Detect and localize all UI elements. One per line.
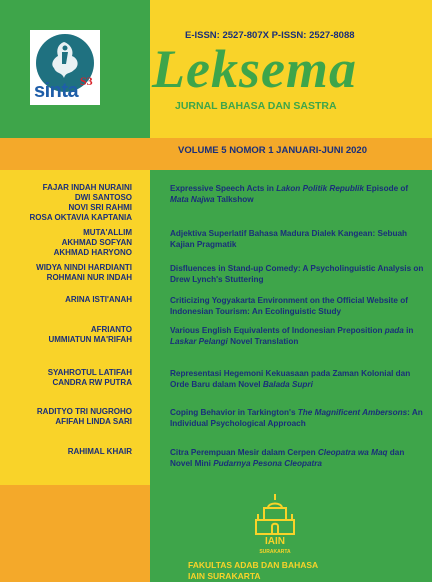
article-authors: [0, 368, 132, 388]
faculty-line-2: IAIN SURAKARTA: [188, 571, 261, 581]
title-fragment: Cleopatra wa Maq: [317, 448, 388, 457]
author-name: AFIFAH LINDA SARI: [55, 417, 132, 426]
journal-subtitle: JURNAL BAHASA DAN SASTRA: [175, 100, 337, 112]
article-authors: [0, 263, 132, 283]
issn-line: E-ISSN: 2527-807X P-ISSN: 2527-8088: [185, 30, 355, 41]
author-name: CANDRA RW PUTRA: [52, 378, 132, 387]
article-title: [170, 183, 425, 205]
article-title: [170, 263, 425, 285]
title-fragment: Coping Behavior in Tarkington's: [170, 408, 298, 417]
author-name: ARINA ISTI'ANAH: [65, 295, 132, 304]
iain-label: IAIN: [265, 536, 285, 547]
author-name: WIDYA NINDI HARDIANTI: [36, 263, 132, 272]
article-title: [170, 407, 425, 429]
footer-orange-panel: [0, 485, 150, 582]
article-authors: [0, 183, 132, 223]
sinta-label: sinta: [34, 80, 79, 102]
title-fragment: pada: [384, 326, 404, 335]
title-fragment: dan Novel Mini: [170, 448, 405, 468]
article-authors: [0, 228, 132, 258]
title-fragment: Episode of: [364, 184, 409, 193]
article-title: [170, 295, 425, 317]
title-fragment: Various English Equivalents of Indonesian Preposition: [170, 326, 385, 335]
title-fragment: Disfluences in Stand-up Comedy: A Psycholinguistic Analysis on Drew Lynch's Stuttering: [170, 264, 424, 284]
article-authors: [0, 295, 132, 305]
article-authors: [0, 447, 132, 457]
title-fragment: Representasi Hegemoni Kekuasaan pada Zaman Kolonial dan Orde Baru dalam Novel: [170, 369, 411, 389]
title-fragment: Balada Supri: [262, 380, 313, 389]
author-name: RADITYO TRI NUGROHO: [36, 407, 132, 416]
title-fragment: Talkshow: [214, 195, 254, 204]
author-name: NOVI SRI RAHMI: [68, 203, 132, 212]
title-fragment: Criticizing Yogyakarta Environment on the Official Website of Indonesian Tourism: An Ecolinguistic Study: [170, 296, 408, 316]
author-name: SYAHROTUL LATIFAH: [47, 368, 132, 377]
author-name: DWI SANTOSO: [74, 193, 132, 202]
author-name: UMMIATUN MA'RIFAH: [48, 335, 132, 344]
iain-sub-label: SURAKARTA: [259, 549, 291, 555]
volume-info: VOLUME 5 NOMOR 1 JANUARI-JUNI 2020: [178, 145, 367, 156]
sinta-logo: [30, 30, 100, 105]
title-fragment: The Magnificent Ambersons: [297, 408, 408, 417]
author-name: FAJAR INDAH NURAINI: [42, 183, 132, 192]
wayang-figure-icon: [44, 38, 84, 82]
title-fragment: Lakon Politik Republik: [276, 184, 364, 193]
title-fragment: Mata Najwa: [170, 195, 215, 204]
article-authors: [0, 325, 132, 345]
title-fragment: Adjektiva Superlatif Bahasa Madura Dialek Kangean: Sebuah Kajian Pragmatik: [170, 229, 408, 249]
author-name: ROHMANI NUR INDAH: [46, 273, 132, 282]
article-title: [170, 325, 425, 347]
sinta-rank: S3: [80, 74, 93, 88]
iain-mosque-icon: [250, 490, 300, 540]
journal-title: Leksema: [152, 39, 357, 99]
author-name: AFRIANTO: [90, 325, 132, 334]
title-fragment: Pudarnya Pesona Cleopatra: [213, 459, 322, 468]
author-name: RAHIMAL KHAIR: [67, 447, 132, 456]
title-fragment: Citra Perempuan Mesir dalam Cerpen: [170, 448, 318, 457]
article-title: [170, 447, 425, 469]
title-fragment: Laskar Pelangi: [170, 337, 228, 346]
title-fragment: : An Individual Psychological Approach: [170, 408, 423, 428]
author-name: ROSA OKTAVIA KAPTANIA: [29, 213, 132, 222]
title-fragment: Novel Translation: [227, 337, 299, 346]
faculty-line-1: FAKULTAS ADAB DAN BAHASA: [188, 560, 319, 570]
title-fragment: Expressive Speech Acts in: [170, 184, 277, 193]
author-name: MUTA'ALLIM: [83, 228, 132, 237]
article-title: [170, 228, 425, 250]
article-title: [170, 368, 425, 390]
article-authors: [0, 407, 132, 427]
author-name: AKHMAD SOFYAN: [61, 238, 132, 247]
title-fragment: in: [403, 326, 414, 335]
author-name: AKHMAD HARYONO: [53, 248, 132, 257]
